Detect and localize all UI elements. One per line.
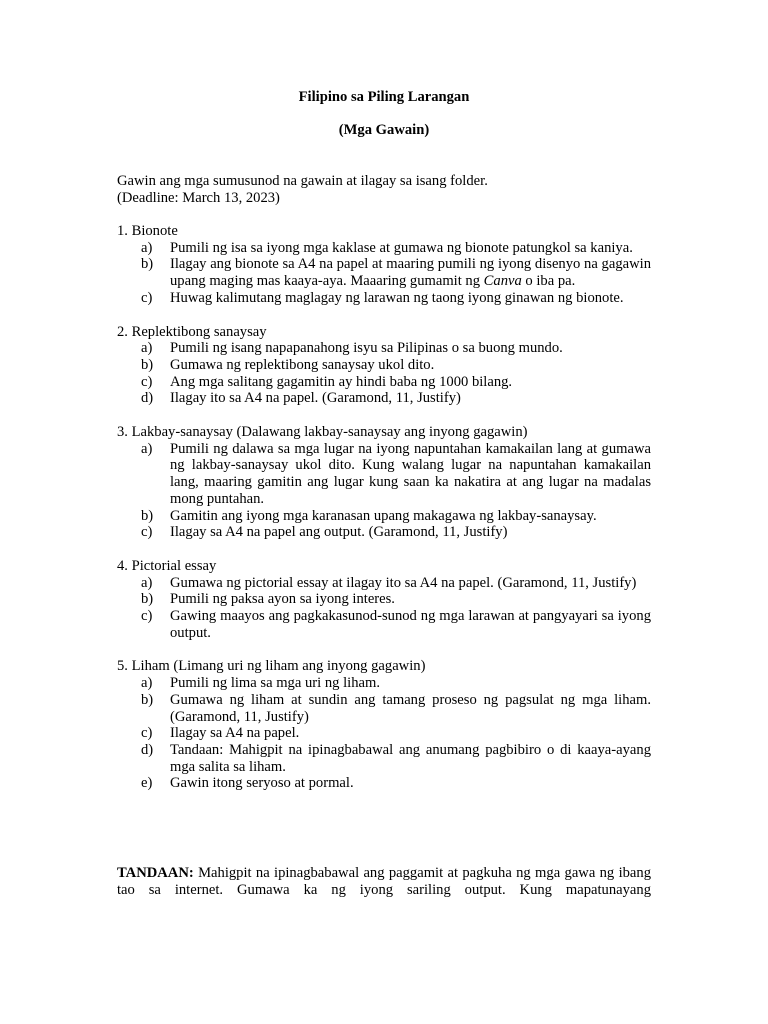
item-text: Pumili ng lima sa mga uri ng liham.: [170, 675, 380, 692]
list-item: [117, 340, 651, 357]
section-pictorial-essay: [117, 558, 651, 642]
item-marker: b): [141, 691, 154, 708]
note-text: Mahigpit na ipinagbabawal ang paggamit at pagkuha ng mga gawa ng ibang tao sa internet. Gumawa ka ng iyong sariling output. Kung mapatunayang: [117, 865, 651, 898]
item-marker: d): [141, 390, 154, 407]
item-text-after: o iba pa.: [521, 273, 576, 290]
list-item: [117, 508, 651, 525]
list-item: [117, 725, 651, 742]
canva-emphasis: Canva: [483, 273, 522, 290]
item-marker: c): [141, 725, 153, 742]
list-item: [117, 742, 651, 775]
document-title: Filipino sa Piling Larangan: [298, 89, 470, 105]
section-heading: 2. Replektibong sanaysay: [117, 323, 267, 340]
list-item: [117, 256, 651, 289]
note-label: TANDAAN:: [117, 865, 194, 881]
item-marker: a): [141, 340, 153, 357]
section-heading: 5. Liham (Limang uri ng liham ang inyong gagawin): [117, 658, 426, 675]
item-marker: b): [141, 507, 154, 524]
item-text: Ilagay sa A4 na papel ang output. (Garamond, 11, Justify): [170, 524, 508, 541]
item-text: Gawing maayos ang pagkakasunod-sunod ng mga larawan at pangyayari sa iyong output.: [170, 608, 651, 641]
list-item: [117, 575, 651, 592]
item-text: Huwag kalimutang maglagay ng larawan ng taong iyong ginawan ng bionote.: [170, 289, 624, 306]
item-marker: d): [141, 741, 154, 758]
item-marker: c): [141, 524, 153, 541]
intro-block: [117, 173, 657, 206]
item-marker: b): [141, 256, 154, 273]
list-item: [117, 374, 651, 391]
item-text: [170, 256, 651, 289]
item-marker: a): [141, 574, 153, 591]
item-text: Pumili ng isa sa iyong mga kaklase at gumawa ng bionote patungkol sa kaniya.: [170, 239, 633, 256]
list-item: [117, 390, 651, 407]
item-marker: b): [141, 591, 154, 608]
list-item: [117, 524, 651, 541]
item-text: Pumili ng paksa ayon sa iyong interes.: [170, 591, 395, 608]
deadline-text: (Deadline: March 13, 2023): [117, 189, 280, 206]
item-text: Gamitin ang iyong mga karanasan upang makagawa ng lakbay-sanaysay.: [170, 507, 597, 524]
item-marker: a): [141, 239, 153, 256]
item-marker: c): [141, 373, 153, 390]
section-liham: [117, 658, 651, 792]
intro-instruction: Gawin ang mga sumusunod na gawain at ilagay sa isang folder.: [117, 173, 488, 189]
item-text: Ang mga salitang gagamitin ay hindi baba ng 1000 bilang.: [170, 373, 513, 390]
item-text: Ilagay sa A4 na papel.: [170, 725, 300, 742]
list-item: [117, 441, 651, 508]
item-marker: a): [141, 675, 153, 692]
tandaan-note: [117, 865, 651, 898]
item-text: Pumili ng isang napapanahong isyu sa Pilipinas o sa buong mundo.: [170, 340, 563, 357]
section-bionote: [117, 223, 651, 307]
item-text: Gawin itong seryoso at pormal.: [170, 775, 354, 792]
list-item: [117, 775, 651, 792]
list-item: [117, 608, 651, 641]
list-item: [117, 357, 651, 374]
item-marker: c): [141, 608, 153, 625]
item-text: Gumawa ng liham at sundin ang tamang proseso ng pagsulat ng mga liham. (Garamond, 11, Justify): [170, 691, 651, 725]
item-text-before: Ilagay ang bionote sa A4 na papel at maaring pumili ng iyong disenyo na gagawin upang maging mas kaaya-aya. Maaaring gumamit ng: [170, 256, 651, 290]
item-text: Tandaan: Mahigpit na ipinagbabawal ang anumang pagbibiro o di kaaya-ayang mga salita sa liham.: [170, 741, 651, 775]
section-heading: 4. Pictorial essay: [117, 557, 217, 574]
list-item: [117, 290, 651, 307]
item-marker: e): [141, 775, 153, 792]
item-text: Gumawa ng pictorial essay at ilagay ito sa A4 na papel. (Garamond, 11, Justify): [170, 574, 637, 591]
item-marker: a): [141, 440, 153, 457]
item-text: Ilagay ito sa A4 na papel. (Garamond, 11, Justify): [170, 390, 461, 407]
list-item: [117, 675, 651, 692]
task-sections: [117, 223, 651, 809]
item-marker: c): [141, 289, 153, 306]
list-item: [117, 692, 651, 725]
section-lakbay-sanaysay: [117, 424, 651, 541]
list-item: [117, 591, 651, 608]
item-text: Gumawa ng replektibong sanaysay ukol dito.: [170, 356, 435, 373]
document-subtitle: (Mga Gawain): [338, 122, 430, 138]
list-item: [117, 240, 651, 257]
item-marker: b): [141, 356, 154, 373]
section-replektibong-sanaysay: [117, 324, 651, 408]
item-text: Pumili ng dalawa sa mga lugar na iyong napuntahan kamakailan lang at gumawa ng lakbay-sanaysay ukol dito. Kung walang lugar na napuntahan kamakailan lang, maaring gamitin ang lugar kung saan ka nakatira at ang lugar na madalas mong puntahan.: [170, 440, 651, 507]
section-heading: 3. Lakbay-sanaysay (Dalawang lakbay-sanaysay ang inyong gagawin): [117, 424, 528, 441]
section-heading: 1. Bionote: [117, 223, 178, 239]
